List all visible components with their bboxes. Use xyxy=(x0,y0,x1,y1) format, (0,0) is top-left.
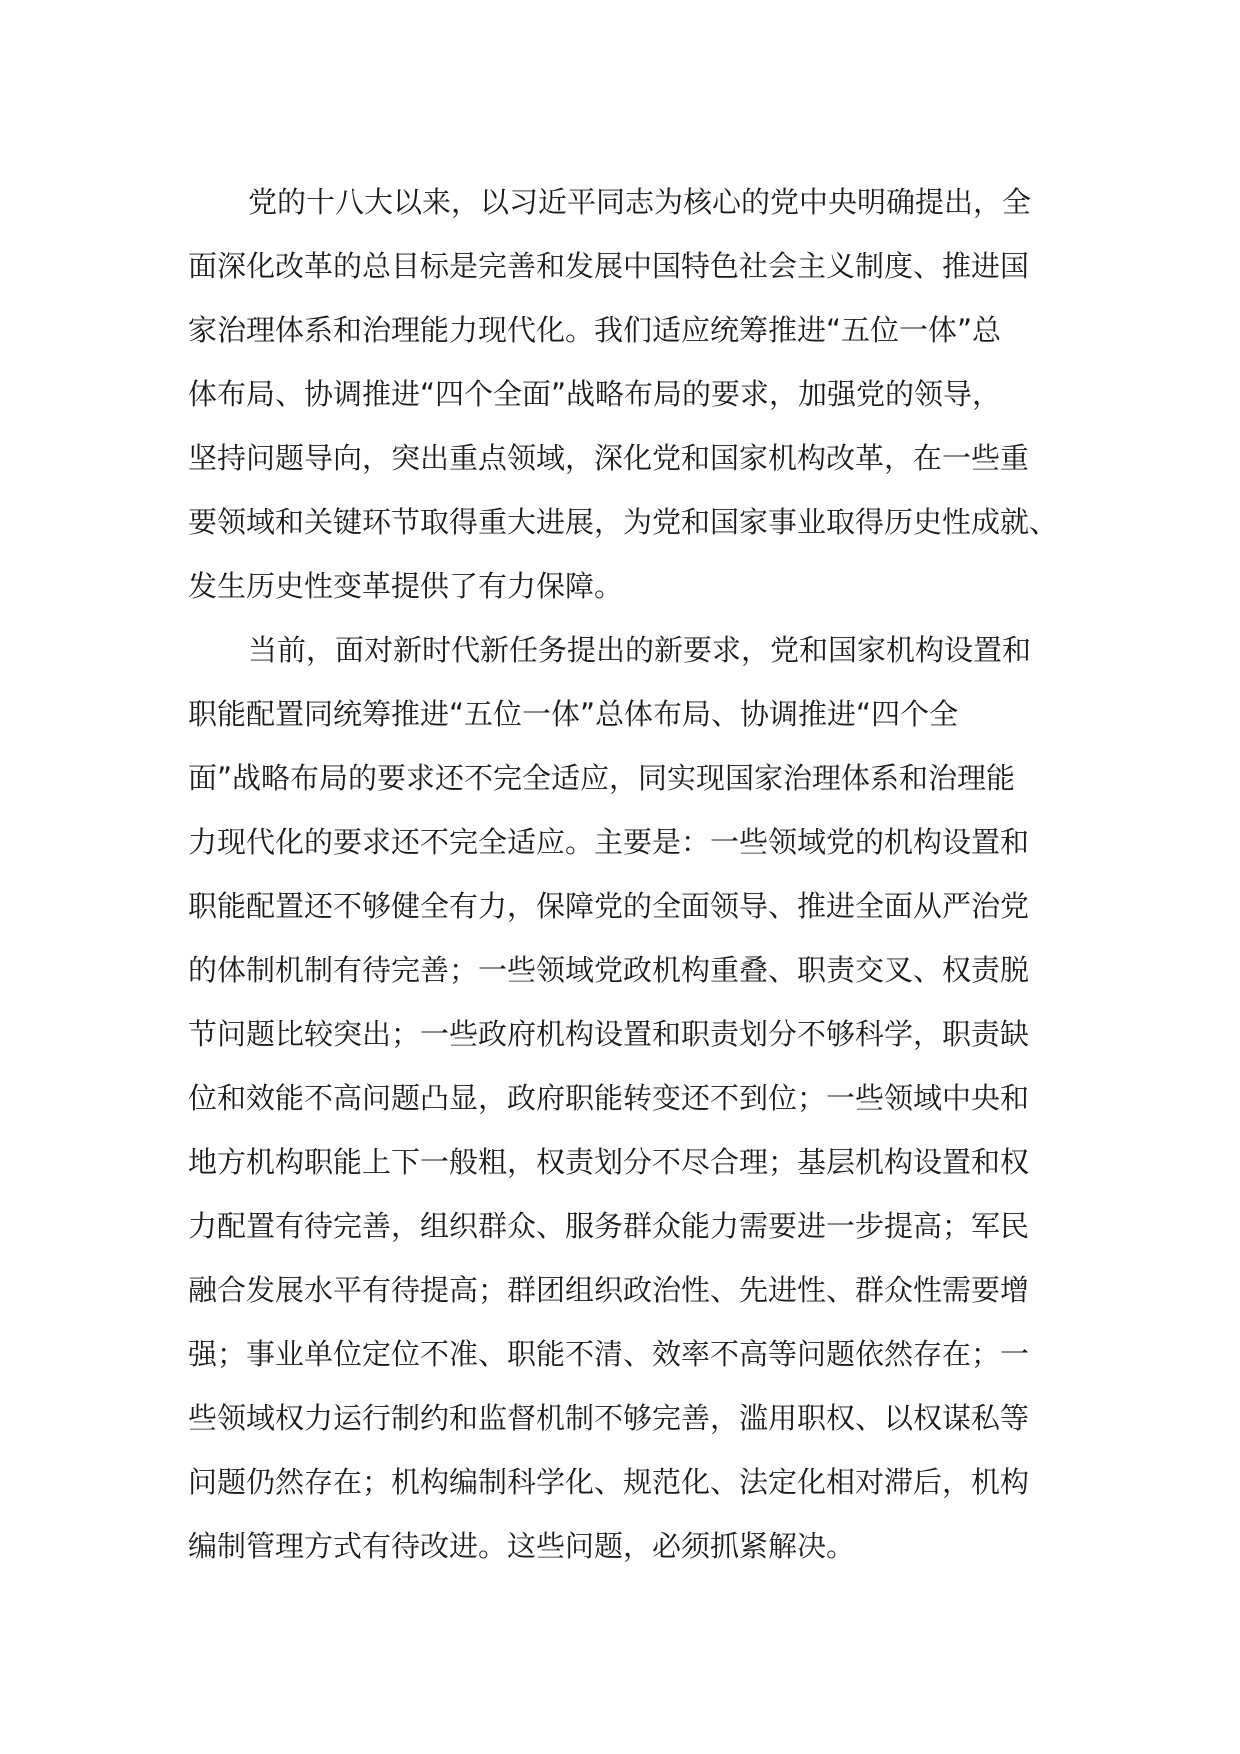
paragraph-line: 坚持问题导向，突出重点领域，深化党和国家机构改革，在一些重 xyxy=(188,441,1030,475)
paragraph-line: 当前，面对新时代新任务提出的新要求，党和国家机构设置和 xyxy=(248,633,1032,667)
paragraph-line: 职能配置同统筹推进“五位一体”总体布局、协调推进“四个全 xyxy=(188,697,959,731)
paragraph-line: 强；事业单位定位不准、职能不清、效率不高等问题依然存在；一 xyxy=(188,1337,1030,1371)
paragraph-line: 发生历史性变革提供了有力保障。 xyxy=(188,569,624,603)
paragraph-line: 问题仍然存在；机构编制科学化、规范化、法定化相对滞后，机构 xyxy=(188,1465,1030,1499)
paragraph-line: 位和效能不高问题凸显，政府职能转变还不到位；一些领域中央和 xyxy=(188,1081,1030,1115)
paragraph-line: 节问题比较突出；一些政府机构设置和职责划分不够科学，职责缺 xyxy=(188,1017,1030,1051)
paragraph-line: 地方机构职能上下一般粗，权责划分不尽合理；基层机构设置和权 xyxy=(188,1145,1030,1179)
paragraph-line: 党的十八大以来，以习近平同志为核心的党中央明确提出，全 xyxy=(248,185,1032,219)
paragraph-line: 家治理体系和治理能力现代化。我们适应统筹推进“五位一体”总 xyxy=(188,313,1002,347)
paragraph-line: 力配置有待完善，组织群众、服务群众能力需要进一步提高；军民 xyxy=(188,1209,1030,1243)
paragraph-line: 面深化改革的总目标是完善和发展中国特色社会主义制度、推进国 xyxy=(188,249,1030,283)
paragraph-line: 编制管理方式有待改进。这些问题，必须抓紧解决。 xyxy=(188,1529,856,1563)
document-body xyxy=(188,170,1058,1578)
paragraph-line: 要领域和关键环节取得重大进展，为党和国家事业取得历史性成就、 xyxy=(188,505,1059,539)
paragraph-line: 些领域权力运行制约和监督机制不够完善，滥用职权、以权谋私等 xyxy=(188,1401,1030,1435)
paragraph-line: 体布局、协调推进“四个全面”战略布局的要求，加强党的领导， xyxy=(188,377,1002,411)
paragraph-line: 力现代化的要求还不完全适应。主要是：一些领域党的机构设置和 xyxy=(188,825,1030,859)
paragraph-line: 职能配置还不够健全有力，保障党的全面领导、推进全面从严治党 xyxy=(188,889,1030,923)
paragraph-2 xyxy=(188,618,1058,1578)
paragraph-line: 面”战略布局的要求还不完全适应，同实现国家治理体系和治理能 xyxy=(188,761,1016,795)
paragraph-line: 融合发展水平有待提高；群团组织政治性、先进性、群众性需要增 xyxy=(188,1273,1030,1307)
paragraph-1 xyxy=(188,170,1058,618)
paragraph-line: 的体制机制有待完善；一些领域党政机构重叠、职责交叉、权责脱 xyxy=(188,953,1030,987)
